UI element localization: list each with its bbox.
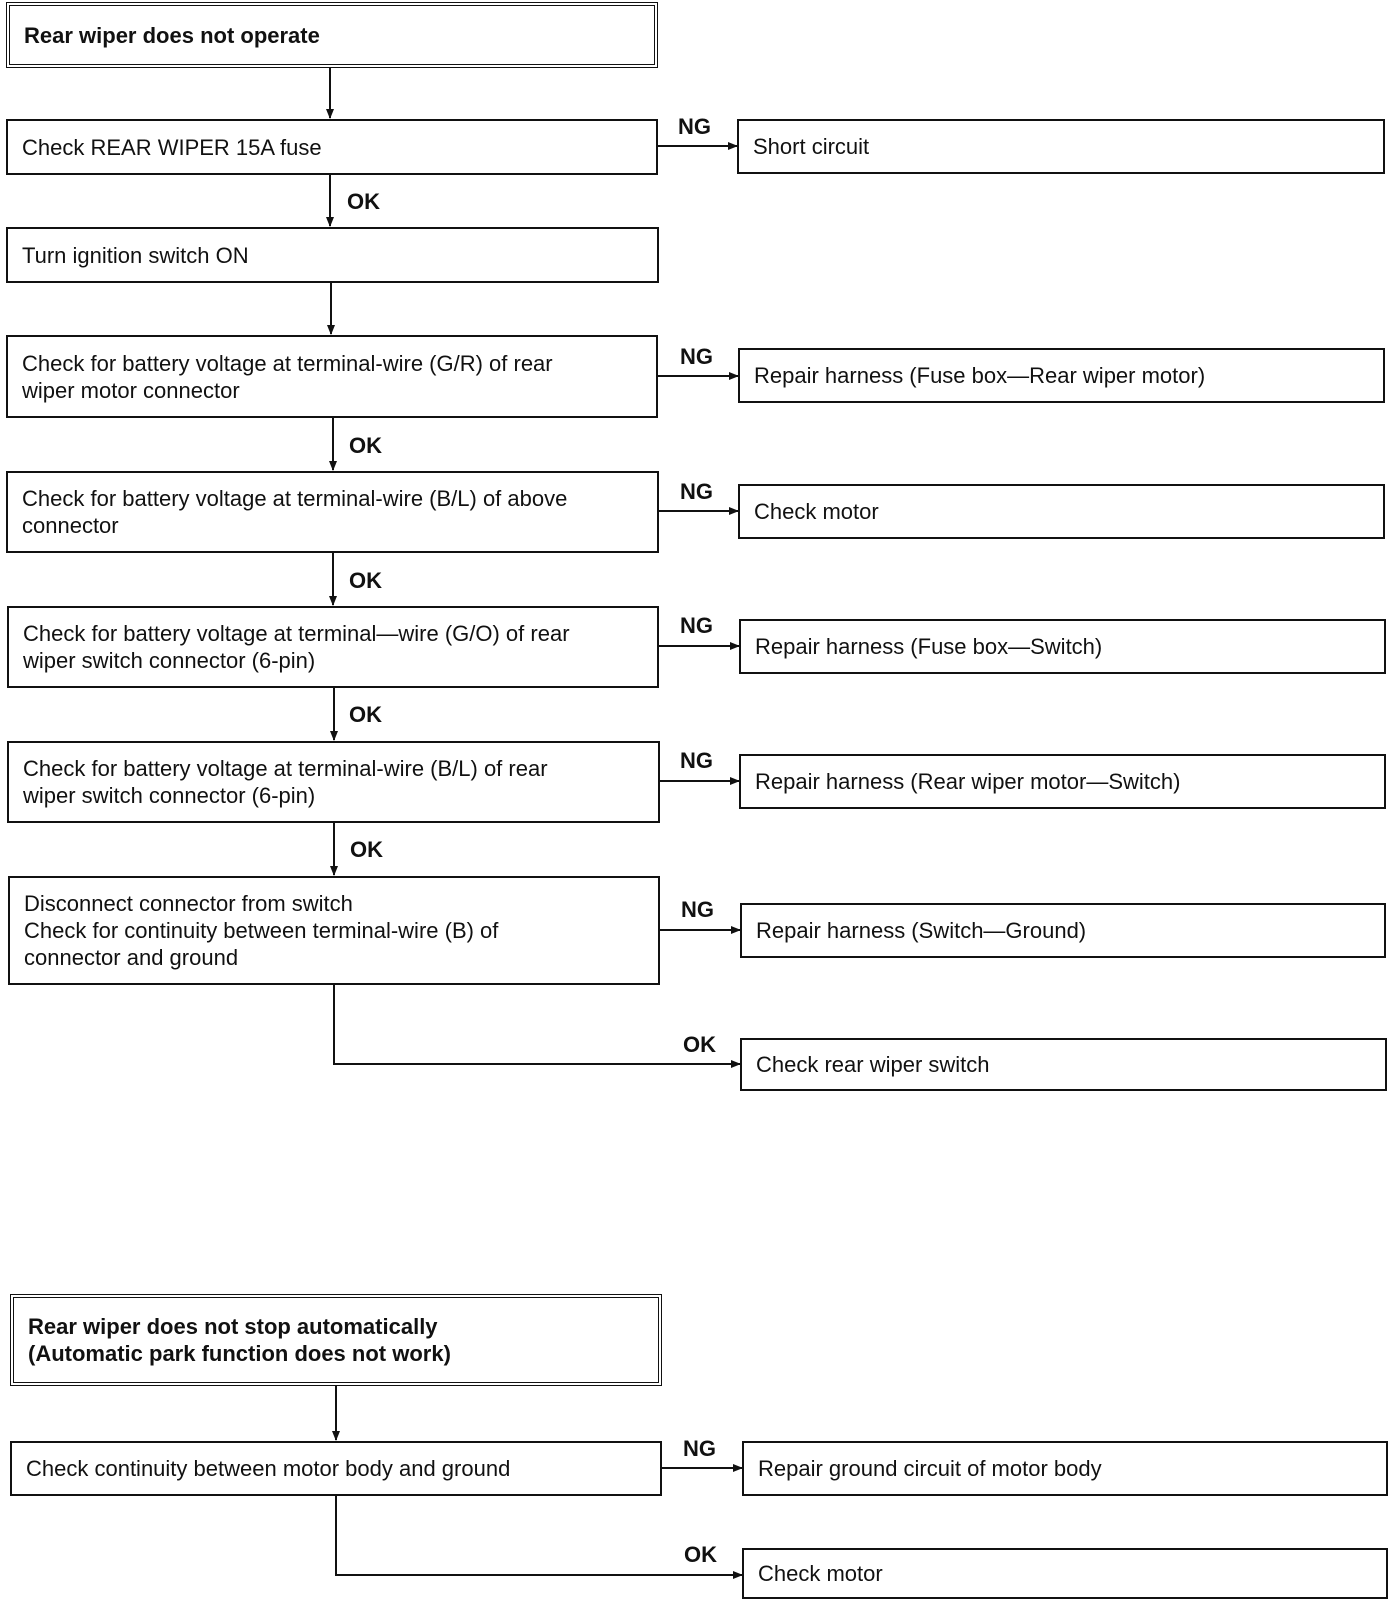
step-check-bl-switch-voltage: [7, 741, 660, 823]
result-repair-switch-ground: [740, 903, 1386, 958]
result-text: Check rear wiper switch: [756, 1052, 990, 1077]
step-text: Check for battery voltage at terminal-wire (B/L) of above: [22, 486, 568, 511]
result-text: Check motor: [758, 1561, 883, 1586]
result-repair-motor-switch: [739, 754, 1386, 809]
ng-label: NG: [683, 1436, 716, 1461]
step-text: wiper switch connector (6-pin): [23, 783, 316, 808]
ok-label: OK: [349, 433, 382, 458]
result-check-motor: [738, 484, 1385, 539]
step-check-motor-body-continuity: [10, 1441, 662, 1496]
ok-label: OK: [349, 568, 382, 593]
ok-label: OK: [349, 702, 382, 727]
chart2-title-box: [10, 1294, 662, 1386]
step-ignition-on: [6, 227, 659, 283]
ok-label: OK: [684, 1542, 717, 1567]
step-text: Check REAR WIPER 15A fuse: [22, 134, 322, 160]
ng-label: NG: [681, 897, 714, 922]
ok-label: OK: [347, 189, 380, 214]
result-text: Repair harness (Switch—Ground): [756, 918, 1087, 943]
ok-label: OK: [350, 837, 383, 862]
step-text: Check continuity between motor body and ground: [26, 1456, 511, 1481]
ok-arrow: [336, 1496, 742, 1575]
ng-label: NG: [680, 479, 713, 504]
ng-label: NG: [678, 114, 711, 139]
step-check-gr-voltage: [6, 335, 658, 418]
result-text: Repair ground circuit of motor body: [758, 1456, 1102, 1481]
result-text: Repair harness (Fuse box—Switch): [755, 634, 1103, 659]
result-repair-fusebox-switch: [739, 619, 1386, 674]
step-check-continuity-b: [8, 876, 660, 985]
ok-arrow: [334, 985, 740, 1064]
step-text: Disconnect connector from switch: [24, 891, 353, 916]
step-text: wiper motor connector: [22, 377, 240, 403]
chart1-title-box: [6, 2, 658, 68]
result-repair-fusebox-motor: [738, 348, 1385, 403]
ng-label: NG: [680, 748, 713, 773]
step-text: Check for battery voltage at terminal-wire (B/L) of rear: [23, 756, 548, 781]
ok-label: OK: [683, 1032, 716, 1057]
step-text: Check for battery voltage at terminal—wire (G/O) of rear: [23, 621, 570, 646]
chart1-title: Rear wiper does not operate: [24, 22, 320, 48]
result-check-motor-final: [742, 1548, 1388, 1599]
result-text: Repair harness (Fuse box—Rear wiper motor): [754, 363, 1206, 388]
step-text: Turn ignition switch ON: [22, 242, 249, 268]
step-check-fuse: [6, 119, 658, 175]
result-repair-motor-body-ground: [742, 1441, 1388, 1496]
step-check-bl-voltage: [6, 471, 659, 553]
step-check-go-voltage: [7, 606, 659, 688]
ng-label: NG: [680, 344, 713, 369]
chart2-title: (Automatic park function does not work): [28, 1341, 451, 1366]
result-text: Short circuit: [753, 134, 870, 159]
result-short-circuit: [737, 119, 1385, 174]
step-text: connector: [22, 513, 119, 538]
step-text: Check for continuity between terminal-wire (B) of: [24, 918, 499, 943]
chart2-title: Rear wiper does not stop automatically: [28, 1314, 438, 1339]
step-text: connector and ground: [24, 945, 239, 970]
result-check-rear-wiper-switch: [740, 1038, 1387, 1091]
ng-label: NG: [680, 613, 713, 638]
result-text: Check motor: [754, 499, 879, 524]
step-text: wiper switch connector (6-pin): [23, 648, 316, 673]
step-text: Check for battery voltage at terminal-wire (G/R) of rear: [22, 350, 553, 376]
result-text: Repair harness (Rear wiper motor—Switch): [755, 769, 1181, 794]
